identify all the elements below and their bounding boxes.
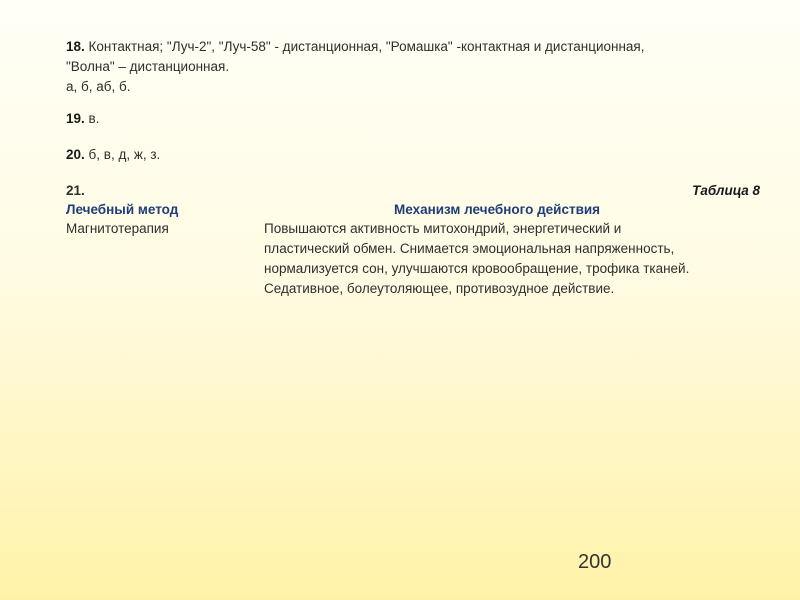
answer-18-line3: а, б, аб, б. [66,79,131,94]
answer-19-number: 19. [66,111,85,126]
table-header-method: Лечебный метод [66,202,179,217]
mechanism-line: Седативное, болеутоляющее, противозудное действие. [264,281,615,296]
answer-18-text: Контактная; "Луч-2", "Луч-58" - дистанционная, "Ромашка" -контактная и дистанционная, [84,39,645,54]
mechanism-line: пластический обмен. Снимается эмоциональная напряженность, [264,241,675,256]
answer-21-number: 21. [66,183,85,198]
table-cell-mechanism [264,219,764,299]
table-caption: Таблица 8 [692,183,760,198]
answer-19 [66,109,99,129]
table-header-mechanism: Механизм лечебного действия [394,202,601,217]
answer-20 [66,145,160,165]
answer-18 [66,37,644,97]
answer-18-line1 [66,37,644,57]
mechanism-line: Повышаются активность митохондрий, энергетический и [264,221,622,236]
table-cell-method: Магнитотерапия [66,221,169,236]
answer-19-text: в. [84,111,100,126]
page-number: 200 [578,551,612,573]
answer-20-text: б, в, д, ж, з. [84,147,161,162]
answer-18-number: 18. [66,39,85,54]
answer-18-line2: "Волна" – дистанционная. [66,59,230,74]
mechanism-line: нормализуется сон, улучшаются кровообращение, трофика тканей. [264,261,690,276]
answer-20-number: 20. [66,147,85,162]
